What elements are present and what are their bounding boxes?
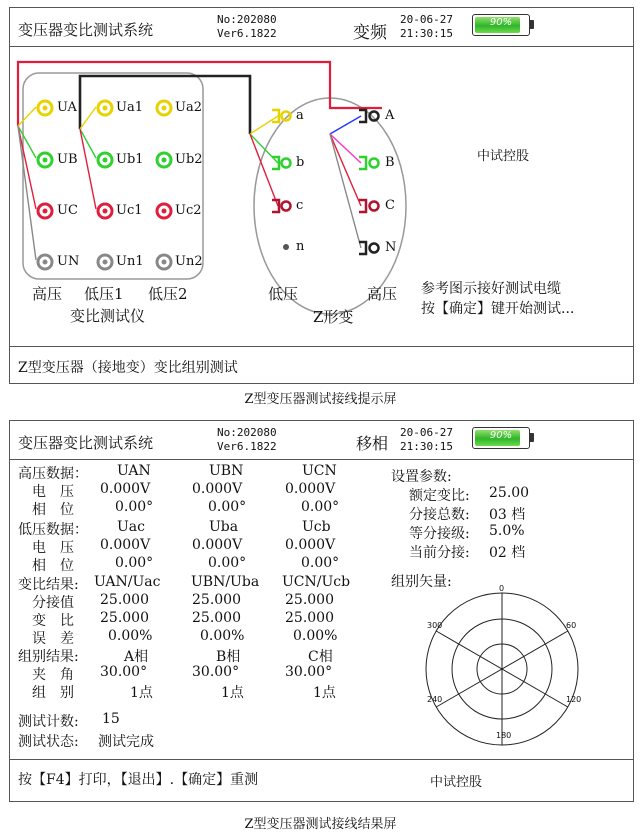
value-cell: 30.00° <box>285 664 333 680</box>
value-cell: 0.00% <box>293 628 338 644</box>
col-header: UCN/Ucb <box>282 574 351 590</box>
hint-line-2: 按【确定】键开始测试... <box>421 301 575 317</box>
value-cell: 0.00° <box>115 499 154 515</box>
low-data-label: 低压数据： <box>18 522 88 538</box>
hint-line-1: 参考图示接好测试电缆 <box>421 281 561 297</box>
result-screen <box>9 420 634 802</box>
test-count-value: 15 <box>102 711 120 727</box>
firmware-version: Ver6.1822 <box>217 27 277 40</box>
app-title: 变压器变比测试系统 <box>18 21 154 39</box>
transformer-name: Z形变 <box>313 308 354 326</box>
value-cell: 0.000V <box>100 481 151 497</box>
terminal-label: UC <box>57 203 78 218</box>
row-label: 夹 角 <box>32 667 74 683</box>
value-cell: 0.000V <box>285 537 336 553</box>
value-cell: 0.00% <box>200 628 245 644</box>
test-state-label: 测试状态: <box>18 734 79 750</box>
settings-title: 设置参数: <box>391 469 452 485</box>
mode-label: 变频 <box>353 23 387 43</box>
setting-label: 当前分接: <box>409 545 470 561</box>
date-display: 20-06-27 <box>400 426 453 439</box>
terminal-label: N <box>385 240 397 255</box>
setting-value: 03 档 <box>489 507 526 523</box>
terminal-label: UA <box>57 100 77 115</box>
row-label: 相 位 <box>32 502 74 518</box>
terminal-label: Ub2 <box>175 152 203 167</box>
instrument-name: 变比测试仪 <box>70 307 146 325</box>
wiring-screen <box>9 7 634 384</box>
setting-label: 额定变比: <box>409 488 470 504</box>
terminal-label: UB <box>57 152 78 167</box>
wire-a <box>250 116 278 134</box>
label-transformer-low: 低压 <box>268 285 299 303</box>
value-cell: 30.00° <box>100 664 148 680</box>
battery-percent: 90% <box>489 430 513 441</box>
footer-instructions: 按【F4】打印，【退出】.【确定】重测 <box>18 772 259 788</box>
terminal-label: B <box>385 155 395 170</box>
vector-polar-chart <box>422 589 582 749</box>
col-header: A相 <box>124 649 149 665</box>
value-cell: 1点 <box>221 685 244 701</box>
value-cell: 25.000 <box>192 610 241 626</box>
mode-label: 移相 <box>356 434 389 453</box>
terminal-label: b <box>296 155 305 170</box>
row-label: 误 差 <box>32 631 74 647</box>
transformer-outline <box>254 98 406 314</box>
battery-percent: 90% <box>489 17 513 28</box>
caption-result: Z型变压器测试接线结果屏 <box>244 817 397 832</box>
label-transformer-high: 高压 <box>367 285 398 303</box>
value-cell: 25.000 <box>100 610 149 626</box>
label-low2: 低压2 <box>148 285 188 303</box>
terminal-label: n <box>296 239 305 254</box>
col-header: UAN <box>117 463 151 479</box>
col-header: UBN <box>209 463 244 479</box>
row-label: 电 压 <box>32 484 74 500</box>
battery-icon <box>472 14 530 36</box>
value-cell: 0.00° <box>208 555 247 571</box>
label-high: 高压 <box>32 285 63 303</box>
setting-value: 25.00 <box>489 485 530 501</box>
row-label: 组 别 <box>32 685 74 701</box>
terminal-label: Ua1 <box>116 100 143 115</box>
polar-tick: 60 <box>566 621 577 630</box>
value-cell: 25.000 <box>285 610 334 626</box>
vector-title: 组别矢量: <box>391 574 452 590</box>
polar-tick: 300 <box>427 621 443 630</box>
firmware-version: Ver6.1822 <box>217 440 277 453</box>
status-bar: Z型变压器（接地变）变比组别测试 <box>18 360 238 376</box>
setting-value: 02 档 <box>489 545 526 561</box>
high-data-label: 高压数据： <box>18 466 88 482</box>
value-cell: 30.00° <box>192 664 240 680</box>
value-cell: 0.00% <box>108 628 153 644</box>
date-display: 20-06-27 <box>400 13 453 26</box>
terminal-label: C <box>385 198 395 213</box>
node-n <box>283 244 289 250</box>
terminal-label: Ua2 <box>175 100 202 115</box>
value-cell: 0.000V <box>100 537 151 553</box>
value-cell: 0.00° <box>301 555 340 571</box>
row-label: 相 位 <box>32 558 74 574</box>
value-cell: 0.00° <box>301 499 340 515</box>
terminal-label: c <box>296 198 304 213</box>
value-cell: 0.00° <box>208 499 247 515</box>
value-cell: 25.000 <box>192 592 241 608</box>
caption-wiring: Z型变压器测试接线提示屏 <box>244 392 397 407</box>
setting-value: 5.0% <box>489 523 525 539</box>
col-header: B相 <box>216 649 241 665</box>
terminal-label: UN <box>57 254 80 269</box>
value-cell: 1点 <box>130 685 153 701</box>
terminal-label: Uc2 <box>175 203 202 218</box>
polar-tick: 0 <box>499 584 505 593</box>
device-number: No:202080 <box>217 426 277 439</box>
row-label: 分接值 <box>32 595 74 611</box>
row-label: 变 比 <box>32 613 74 629</box>
watermark: 中试控股 <box>430 775 483 790</box>
terminal-label: Un1 <box>116 254 144 269</box>
terminal-label: A <box>385 108 395 123</box>
value-cell: 25.000 <box>100 592 149 608</box>
group-result-label: 组别结果: <box>18 649 79 665</box>
app-title: 变压器变比测试系统 <box>18 434 154 452</box>
setting-label: 分接总数: <box>409 507 470 523</box>
terminal-label: Ub1 <box>116 152 144 167</box>
test-count-label: 测试计数: <box>18 714 79 730</box>
terminal-label: Uc1 <box>116 203 143 218</box>
col-header: UCN <box>302 463 337 479</box>
col-header: Ucb <box>302 519 331 535</box>
row-label: 电 压 <box>32 540 74 556</box>
polar-tick: 120 <box>566 695 582 704</box>
time-display: 21:30:15 <box>400 440 453 453</box>
ratio-result-label: 变比结果: <box>18 577 79 593</box>
value-cell: 0.000V <box>192 481 243 497</box>
terminal-label: a <box>296 108 304 123</box>
device-number: No:202080 <box>217 13 277 26</box>
terminal-label: Un2 <box>175 254 203 269</box>
battery-icon <box>472 427 530 449</box>
label-low1: 低压1 <box>84 285 124 303</box>
col-header: UBN/Uba <box>191 574 260 590</box>
col-header: Uba <box>209 519 239 535</box>
watermark: 中试控股 <box>477 149 530 164</box>
value-cell: 0.000V <box>192 537 243 553</box>
time-display: 21:30:15 <box>400 27 453 40</box>
polar-tick: 180 <box>496 731 512 740</box>
value-cell: 25.000 <box>285 592 334 608</box>
col-header: Uac <box>117 519 145 535</box>
value-cell: 0.00° <box>115 555 154 571</box>
setting-label: 等分接级: <box>409 526 470 542</box>
polar-tick: 240 <box>427 695 443 704</box>
test-state-value: 测试完成 <box>98 734 154 750</box>
value-cell: 0.000V <box>285 481 336 497</box>
value-cell: 1点 <box>313 685 336 701</box>
col-header: UAN/Uac <box>94 574 161 590</box>
col-header: C相 <box>308 649 333 665</box>
